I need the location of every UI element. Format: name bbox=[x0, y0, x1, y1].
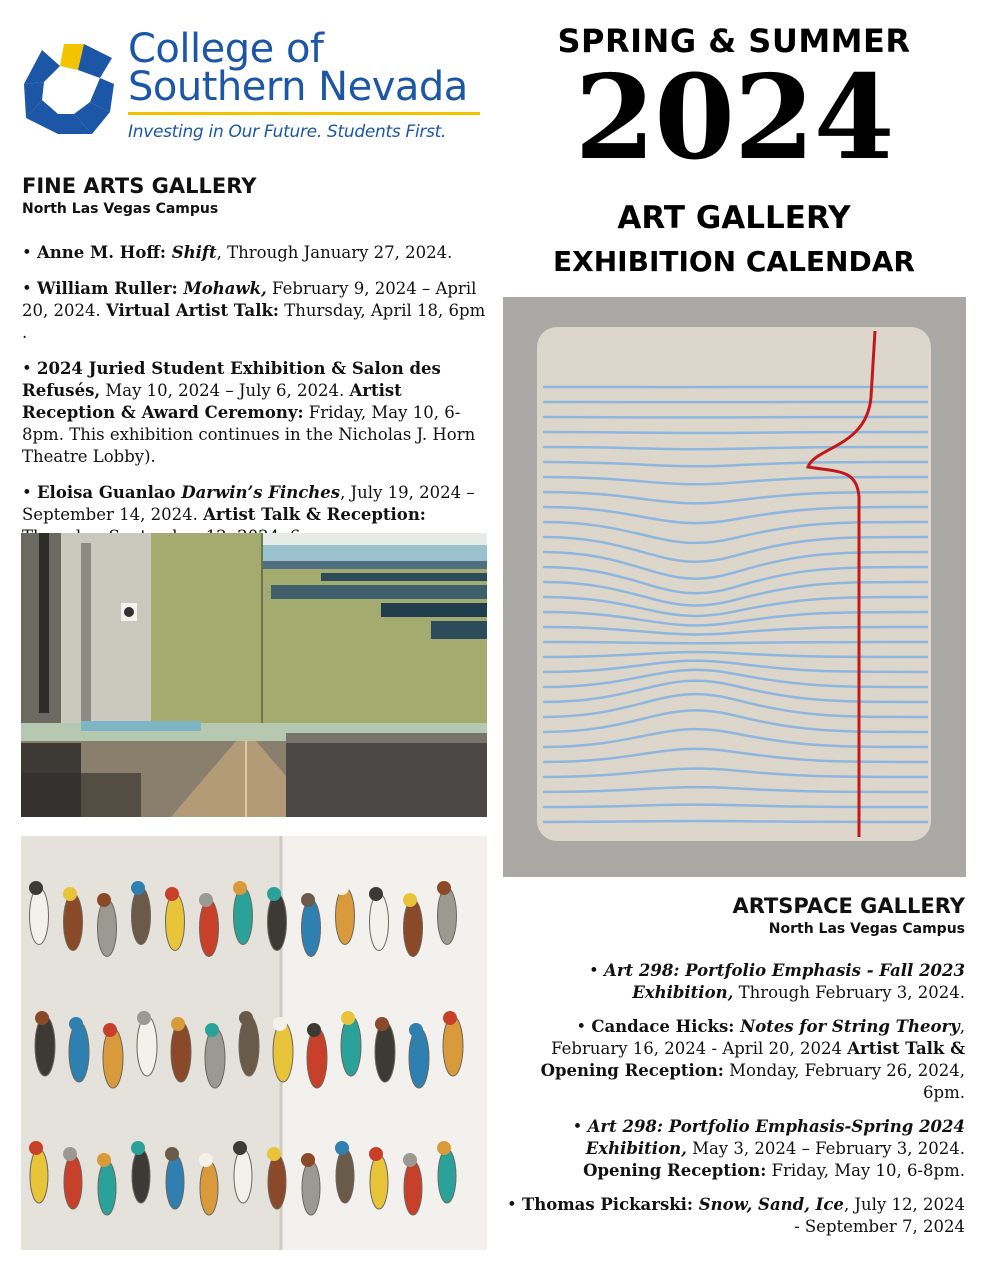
bird-sculpture bbox=[171, 1022, 191, 1082]
artist-name: Thomas Pickarski: bbox=[521, 1195, 699, 1214]
bird-head bbox=[131, 1141, 145, 1155]
work-title: Notes for String Theory bbox=[740, 1017, 960, 1036]
work-title: Art 298: Portfolio Emphasis - Fall 2023 Exhibition, bbox=[604, 961, 965, 1002]
work-title: Mohawk, bbox=[183, 279, 267, 298]
bird-head bbox=[103, 1023, 117, 1037]
bird-sculpture bbox=[273, 1022, 293, 1082]
bird-sculpture bbox=[234, 888, 253, 945]
exhibition-item bbox=[22, 242, 492, 264]
blue-thread-line bbox=[543, 642, 928, 643]
bird-head bbox=[369, 887, 383, 901]
bird-sculpture bbox=[239, 1016, 259, 1076]
bird-sculpture bbox=[268, 894, 287, 951]
section-title: ARTSPACE GALLERY bbox=[732, 894, 965, 918]
bird-head bbox=[301, 893, 315, 907]
bird-head bbox=[165, 887, 179, 901]
bird-sculpture bbox=[64, 1155, 82, 1209]
bullet: • bbox=[22, 359, 37, 378]
bird-head bbox=[131, 881, 145, 895]
bird-sculpture bbox=[336, 888, 355, 945]
exhibition-item bbox=[505, 1194, 965, 1238]
bird-sculpture bbox=[302, 1161, 320, 1215]
bird-head bbox=[199, 893, 213, 907]
bird-sculpture bbox=[409, 1028, 429, 1088]
bird-sculpture bbox=[341, 1016, 361, 1076]
fine-arts-gallery-section bbox=[22, 174, 492, 562]
blue-thread-line bbox=[543, 432, 928, 433]
bullet: • bbox=[22, 243, 37, 262]
bird-sculpture bbox=[98, 1161, 116, 1215]
bird-sculpture bbox=[336, 1149, 354, 1203]
exhibition-list bbox=[505, 960, 965, 1238]
bird-sculpture bbox=[302, 900, 321, 957]
bird-sculpture bbox=[443, 1016, 463, 1076]
bird-head bbox=[403, 893, 417, 907]
section-subtitle: North Las Vegas Campus bbox=[768, 921, 965, 937]
bird-sculpture bbox=[69, 1022, 89, 1082]
event-label: Opening Reception: bbox=[583, 1161, 767, 1180]
bird-sculpture bbox=[64, 894, 83, 951]
bullet: • bbox=[22, 483, 37, 502]
bird-sculpture bbox=[438, 888, 457, 945]
bird-head bbox=[137, 1011, 151, 1025]
exhibition-dates: , July 19, 2024 – September 14, 2024. bbox=[22, 483, 475, 524]
bird-head bbox=[267, 1147, 281, 1161]
logo-line1: College of bbox=[128, 26, 324, 72]
artist-name: Anne M. Hoff: bbox=[36, 243, 172, 262]
event-label: Artist Talk & Opening Reception: bbox=[540, 1039, 965, 1080]
exhibition-item bbox=[505, 1016, 965, 1104]
bird-head bbox=[239, 1011, 253, 1025]
bird-sculpture bbox=[200, 1161, 218, 1215]
bird-sculpture bbox=[35, 1016, 55, 1076]
bird-head bbox=[69, 1017, 83, 1031]
year-heading: 2024 bbox=[574, 50, 894, 186]
bird-head bbox=[443, 1011, 457, 1025]
bird-head bbox=[233, 881, 247, 895]
event-details: Friday, May 10, 6-8pm. bbox=[766, 1161, 965, 1180]
bird-sculpture bbox=[370, 894, 389, 951]
bullet: • bbox=[589, 961, 605, 980]
logo-name bbox=[128, 26, 488, 110]
bullet: • bbox=[22, 279, 37, 298]
bird-head bbox=[63, 887, 77, 901]
bird-head bbox=[369, 1147, 383, 1161]
work-title: Snow, Sand, Ice bbox=[698, 1195, 844, 1214]
bird-head bbox=[301, 1153, 315, 1167]
exhibition-dates: , February 16, 2024 - April 20, 2024 bbox=[551, 1017, 965, 1058]
bird-sculpture bbox=[268, 1155, 286, 1209]
bird-sculpture bbox=[98, 900, 117, 957]
bird-head bbox=[29, 1141, 43, 1155]
work-title: Shift bbox=[171, 243, 217, 262]
logo-divider bbox=[128, 112, 480, 115]
exhibition-list bbox=[22, 242, 492, 548]
exhibition-name: 2024 Juried Student Exhibition & Salon des Refusés, bbox=[22, 359, 441, 400]
artspace-gallery-section bbox=[505, 894, 965, 1250]
bird-head bbox=[199, 1153, 213, 1167]
exhibition-dates: , July 12, 2024 - September 7, 2024 bbox=[794, 1195, 965, 1236]
bird-head bbox=[233, 1141, 247, 1155]
bird-sculpture bbox=[404, 900, 423, 957]
bird-sculpture bbox=[132, 888, 151, 945]
exhibition-dates: May 10, 2024 – July 6, 2024. bbox=[100, 381, 350, 400]
artist-name: William Ruller: bbox=[36, 279, 184, 298]
event-label: Artist Reception & Award Ceremony: bbox=[22, 381, 402, 422]
exhibition-dates: , Through January 27, 2024. bbox=[216, 243, 453, 262]
event-label: Virtual Artist Talk: bbox=[105, 301, 279, 320]
bird-head bbox=[29, 881, 43, 895]
bird-sculpture bbox=[132, 1149, 150, 1203]
bird-sculpture bbox=[166, 1155, 184, 1209]
string-theory-artwork-image bbox=[503, 297, 966, 877]
bird-head bbox=[335, 1141, 349, 1155]
bird-head bbox=[437, 1141, 451, 1155]
exhibition-item bbox=[22, 358, 492, 468]
work-title: Darwin’s Finches bbox=[181, 483, 341, 502]
darwins-finches-image bbox=[21, 836, 487, 1250]
section-subtitle: North Las Vegas Campus bbox=[22, 201, 219, 217]
star-logo-icon bbox=[20, 36, 120, 136]
bird-head bbox=[205, 1023, 219, 1037]
bird-sculpture bbox=[307, 1028, 327, 1088]
exhibition-item bbox=[505, 1116, 965, 1182]
bird-head bbox=[341, 1011, 355, 1025]
bird-head bbox=[97, 1153, 111, 1167]
bird-sculpture bbox=[234, 1149, 252, 1203]
bird-sculpture bbox=[166, 894, 185, 951]
bullet: • bbox=[576, 1017, 592, 1036]
exhibition-dates: May 3, 2024 – February 3, 2024. bbox=[686, 1139, 965, 1158]
bird-head bbox=[307, 1023, 321, 1037]
bird-sculpture bbox=[370, 1155, 388, 1209]
bird-sculpture bbox=[200, 900, 219, 957]
bird-sculpture bbox=[30, 888, 49, 945]
bird-sculpture bbox=[375, 1022, 395, 1082]
bird-head bbox=[409, 1023, 423, 1037]
bird-head bbox=[437, 881, 451, 895]
blue-thread-line bbox=[543, 821, 928, 822]
bird-sculpture bbox=[103, 1028, 123, 1088]
event-label: Artist Talk & Reception: bbox=[203, 505, 426, 524]
event-details: Friday, May 10, 6-8pm. This exhibition continues in the Nicholas J. Horn Theatre Lobby). bbox=[22, 403, 476, 466]
bird-sculpture bbox=[404, 1161, 422, 1215]
calendar-title-line2: EXHIBITION CALENDAR bbox=[553, 245, 915, 278]
bird-head bbox=[171, 1017, 185, 1031]
calendar-title-line1: ART GALLERY bbox=[617, 200, 851, 236]
exhibition-dates: February 9, 2024 – April 20, 2024. bbox=[22, 279, 477, 320]
bird-head bbox=[97, 893, 111, 907]
section-title: FINE ARTS GALLERY bbox=[22, 174, 257, 198]
landscape-painting-image bbox=[21, 533, 487, 817]
bird-head bbox=[375, 1017, 389, 1031]
exhibition-dates: Through February 3, 2024. bbox=[733, 983, 965, 1002]
bullet: • bbox=[506, 1195, 522, 1214]
artist-name: Eloisa Guanlao bbox=[36, 483, 182, 502]
bird-head bbox=[403, 1153, 417, 1167]
bird-sculpture bbox=[30, 1149, 48, 1203]
logo-tagline: Investing in Our Future. Students First. bbox=[128, 122, 447, 142]
csn-logo bbox=[20, 26, 490, 160]
bird-head bbox=[63, 1147, 77, 1161]
artist-name: Candace Hicks: bbox=[591, 1017, 741, 1036]
bird-head bbox=[35, 1011, 49, 1025]
work-title: Art 298: Portfolio Emphasis-Spring 2024 Exhibition, bbox=[585, 1117, 965, 1158]
bird-sculpture bbox=[137, 1016, 157, 1076]
exhibition-item bbox=[22, 278, 492, 344]
bird-sculpture bbox=[205, 1028, 225, 1088]
season-heading: SPRING & SUMMER bbox=[557, 22, 911, 60]
event-details: Thursday, April 18, 6pm . bbox=[22, 301, 486, 342]
exhibition-item bbox=[505, 960, 965, 1004]
bird-head bbox=[335, 881, 349, 895]
bird-head bbox=[267, 887, 281, 901]
bird-head bbox=[273, 1017, 287, 1031]
logo-line2: Southern Nevada bbox=[128, 64, 468, 110]
event-details: Monday, February 26, 2024, 6pm. bbox=[723, 1061, 965, 1102]
bird-sculpture bbox=[438, 1149, 456, 1203]
bullet: • bbox=[572, 1117, 588, 1136]
bird-head bbox=[165, 1147, 179, 1161]
